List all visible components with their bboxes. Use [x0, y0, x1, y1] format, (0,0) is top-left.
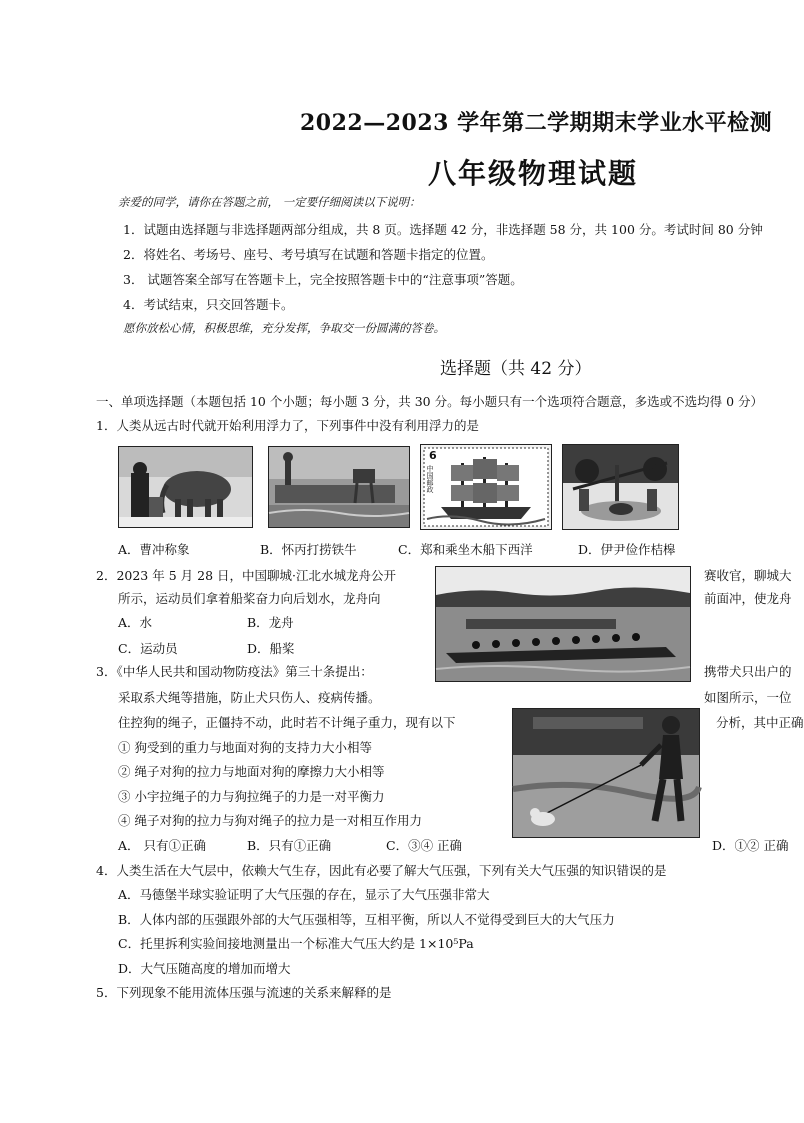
q3-line2-right: 如图所示，一位	[704, 690, 792, 705]
q2-line2-left: 所示，运动员们拿着船桨奋力向后划水，龙舟向	[118, 591, 381, 606]
instruction-item-3: 3． 试题答案全部写在答题卡上，完全按照答题卡中的“注意事项”答题。	[123, 272, 523, 287]
q1-option-d: D．伊尹俭作桔槔	[578, 542, 676, 557]
stamp-text: 中国邮政	[426, 465, 434, 493]
q3-line3-left: 住控狗的绳子，正僵持不动，此时若不计绳子重力，现有以下	[118, 715, 456, 730]
q2-option-c: C．运动员	[118, 641, 178, 656]
q3-option-d: D．①② 正确	[712, 838, 789, 853]
instructions-wish: 愿你放松心情，积极思维，充分发挥，争取交一份圆满的答卷。	[123, 321, 445, 335]
q1-option-c: C．郑和乘坐木船下西洋	[398, 542, 533, 557]
q2-line2-right: 前面冲，使龙舟	[704, 591, 792, 606]
instruction-item-1: 1．试题由选择题与非选择题两部分组成，共 8 页。选择题 42 分，非选择题 58 分，共 100 分。考试时间 80 分钟	[123, 222, 763, 237]
q5-stem: 5．下列现象不能用流体压强与流速的关系来解释的是	[96, 985, 392, 1000]
section-title: 选择题（共 42 分）	[440, 359, 592, 379]
q2-line1-left: 2．2023 年 5 月 28 日，中国聊城·江北水城龙舟公开	[96, 568, 396, 583]
q3-line2-left: 采取系犬绳等措施，防止犬只伤人、疫病传播。	[118, 690, 381, 705]
q3-statement-4: ④ 绳子对狗的拉力与狗对绳子的拉力是一对相互作用力	[118, 813, 422, 828]
q3-statement-1: ① 狗受到的重力与地面对狗的支持力大小相等	[118, 740, 372, 755]
instruction-item-2: 2．将姓名、考场号、座号、考号填写在试题和答题卡指定的位置。	[123, 247, 494, 262]
q3-statement-3: ③ 小宇拉绳子的力与狗拉绳子的力是一对平衡力	[118, 789, 385, 804]
q3-option-b: B．只有①正确	[247, 838, 332, 853]
q4-option-b: B．人体内部的压强跟外部的大气压强相等，互相平衡，所以人不觉得受到巨大的大气压力	[118, 912, 615, 927]
q3-line1-left: 3．《中华人民共和国动物防疫法》第三十条提出：	[96, 664, 373, 679]
q1-stem: 1．人类从远古时代就开始利用浮力了，下列事件中没有利用浮力的是	[96, 418, 479, 433]
q3-dog-leash-photo	[512, 708, 700, 838]
q2-option-d: D．船桨	[247, 641, 295, 656]
q3-option-a: A． 只有①正确	[118, 838, 207, 853]
q2-dragon-boat-photo	[435, 566, 691, 682]
q2-option-a: A．水	[118, 615, 153, 630]
q1-image-a	[118, 446, 253, 528]
q3-option-c: C．③④ 正确	[386, 838, 463, 853]
exam-title: 2022—2023 学年第二学期期末学业水平检测	[300, 110, 773, 136]
q2-line1-right: 赛收官，聊城大	[704, 568, 792, 583]
q4-option-c: C．托里拆利实验间接地测量出一个标准大气压大约是 1×10⁵Pa	[118, 936, 474, 951]
exam-subtitle: 八年级物理试题	[428, 157, 639, 190]
part1-heading: 一、单项选择题（本题包括 10 个小题；每小题 3 分，共 30 分。每小题只有一个选项符合题意，多选或不选均得 0 分）	[96, 394, 764, 409]
q3-line3-right: 分析，其中正确	[716, 715, 804, 730]
instruction-item-4: 4．考试结束，只交回答题卡。	[123, 297, 294, 312]
stamp-value: 6	[429, 449, 437, 462]
q4-stem: 4．人类生活在大气层中，依赖大气生存，因此有必要了解大气压强，下列有关大气压强的知识错误的是	[96, 863, 667, 878]
q3-line1-right: 携带犬只出户的	[704, 664, 792, 679]
q1-image-c-stamp	[420, 444, 552, 530]
q3-statement-2: ② 绳子对狗的拉力与地面对狗的摩擦力大小相等	[118, 764, 385, 779]
q1-image-b	[268, 446, 410, 528]
q1-option-a: A．曹冲称象	[118, 542, 190, 557]
q2-option-b: B．龙舟	[247, 615, 294, 630]
q1-option-b: B．怀丙打捞铁牛	[260, 542, 357, 557]
q4-option-a: A．马德堡半球实验证明了大气压强的存在，显示了大气压强非常大	[118, 887, 490, 902]
q4-option-d: D．大气压随高度的增加而增大	[118, 961, 291, 976]
q1-image-d	[562, 444, 679, 530]
instructions-intro: 亲爱的同学，请你在答题之前， 一定要仔细阅读以下说明：	[118, 195, 421, 209]
